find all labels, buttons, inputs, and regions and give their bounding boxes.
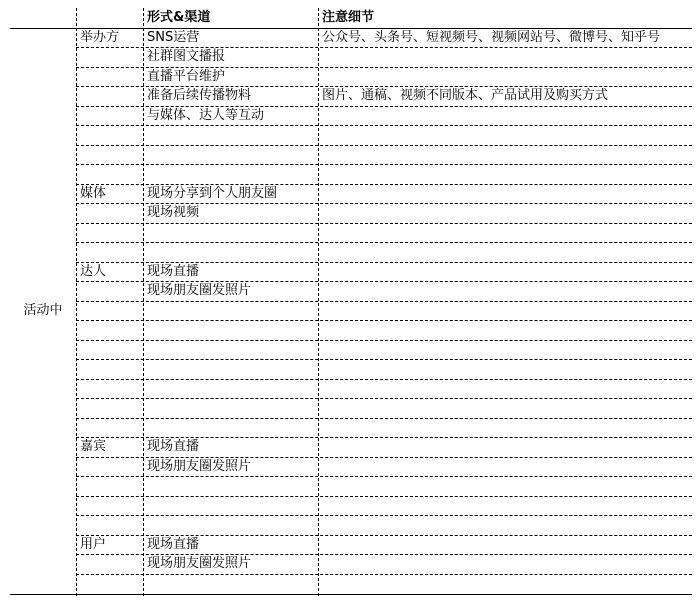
- channel-cell[interactable]: 现场直播: [147, 537, 200, 552]
- channel-cell[interactable]: 现场直播: [147, 264, 200, 279]
- channel-cell[interactable]: 准备后续传播物料: [147, 88, 252, 103]
- spreadsheet-grid: [10, 8, 692, 596]
- group-label-host[interactable]: 举办方: [80, 30, 120, 45]
- note-cell[interactable]: 图片、通稿、视频不同版本、产品试用及购买方式: [322, 88, 609, 103]
- header-notes[interactable]: 注意细节: [322, 10, 375, 25]
- channel-cell[interactable]: 现场分享到个人朋友圈: [147, 186, 278, 201]
- channel-cell[interactable]: 社群图文播报: [147, 49, 226, 64]
- header-form-channel[interactable]: 形式&渠道: [147, 10, 211, 25]
- phase-label: 活动中: [23, 303, 63, 318]
- note-cell[interactable]: 公众号、头条号、短视频号、视频网站号、微博号、知乎号: [322, 30, 661, 45]
- group-label-media[interactable]: 媒体: [80, 186, 107, 201]
- channel-cell[interactable]: 现场朋友圈发照片: [147, 459, 252, 474]
- group-label-user[interactable]: 用户: [80, 537, 107, 552]
- channel-cell[interactable]: 现场视频: [147, 205, 200, 220]
- channel-cell[interactable]: 直播平台维护: [147, 69, 226, 84]
- group-label-influencer[interactable]: 达人: [80, 264, 107, 279]
- channel-cell[interactable]: 现场朋友圈发照片: [147, 556, 252, 571]
- channel-cell[interactable]: SNS运营: [147, 30, 200, 45]
- channel-cell[interactable]: 现场直播: [147, 439, 200, 454]
- channel-cell[interactable]: 现场朋友圈发照片: [147, 283, 252, 298]
- group-label-guest[interactable]: 嘉宾: [80, 439, 107, 454]
- channel-cell[interactable]: 与媒体、达人等互动: [147, 108, 265, 123]
- phase-cell[interactable]: [10, 28, 76, 594]
